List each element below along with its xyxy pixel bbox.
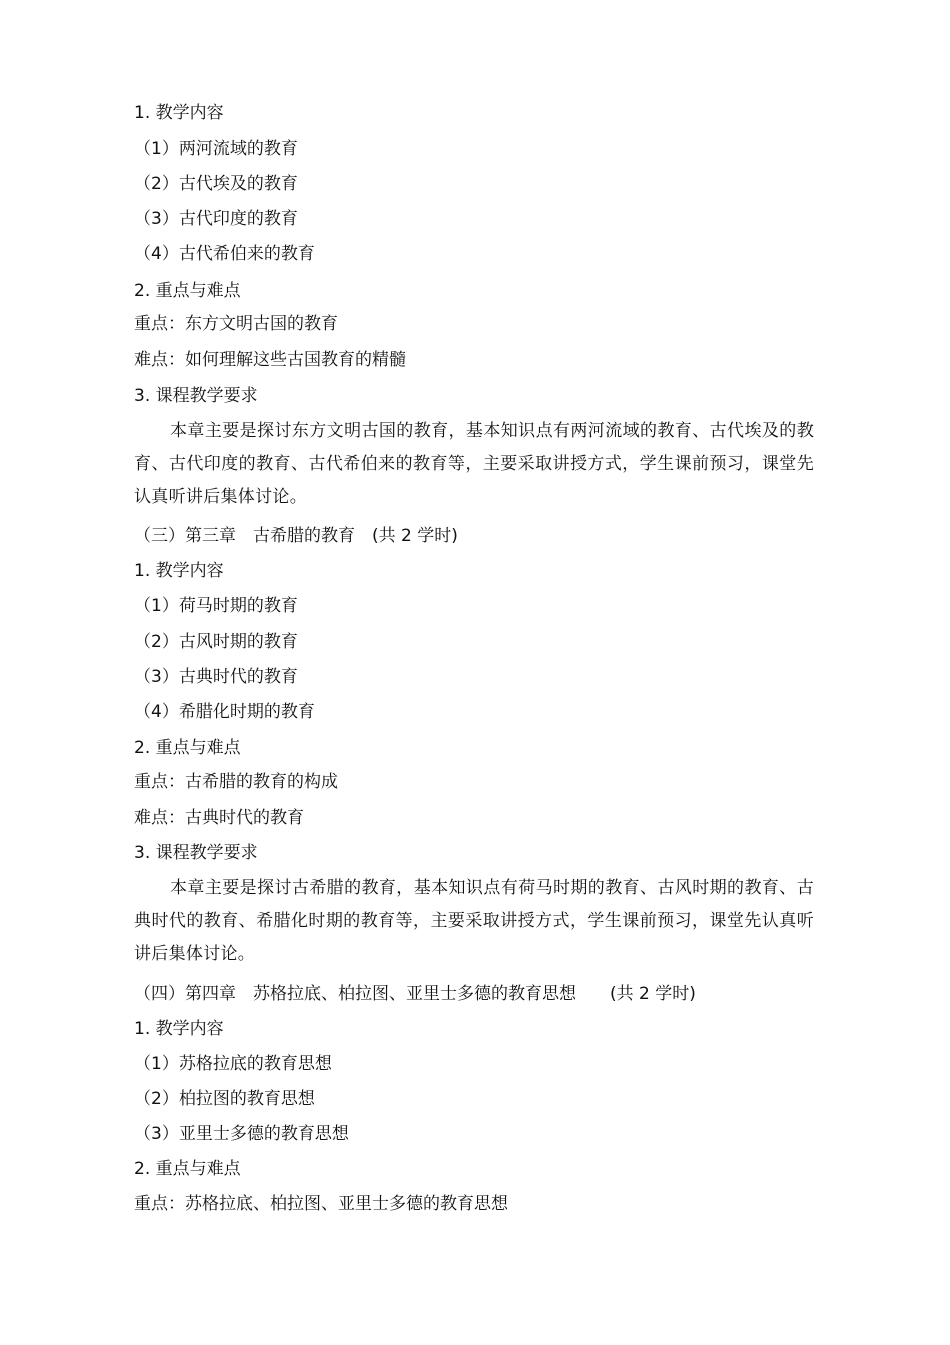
chapter-heading: （四）第四章 苏格拉底、柏拉图、亚里士多德的教育思想 (共 2 学时) [134,984,696,1004]
heading-teaching-content: 1. 教学内容 [134,561,224,581]
requirements-paragraph: 本章主要是探讨东方文明古国的教育，基本知识点有两河流域的教育、古代埃及的教育、古代印度的教育、古代希伯来的教育等，主要采取讲授方式，学生课前预习，课堂先认真听讲后集体讨论。 [134,421,814,507]
heading-teaching-content: 1. 教学内容 [134,1019,224,1039]
chapter-heading: （三）第三章 古希腊的教育 (共 2 学时) [134,526,458,546]
list-item: （2）古代埃及的教育 [134,174,298,194]
list-item: （1）苏格拉底的教育思想 [134,1054,332,1074]
key-point-text: 重点：苏格拉底、柏拉图、亚里士多德的教育思想 [134,1194,508,1214]
list-item: （4）古代希伯来的教育 [134,244,315,264]
difficulty-text: 难点：古典时代的教育 [134,808,304,828]
list-item: （3）亚里士多德的教育思想 [134,1124,349,1144]
list-item: （4）希腊化时期的教育 [134,702,315,722]
heading-key-points: 2. 重点与难点 [134,281,241,301]
heading-teaching-content: 1. 教学内容 [134,103,224,123]
requirements-paragraph: 本章主要是探讨古希腊的教育，基本知识点有荷马时期的教育、古风时期的教育、古典时代的教育、希腊化时期的教育等，主要采取讲授方式，学生课前预习，课堂先认真听讲后集体讨论。 [134,878,814,964]
heading-key-points: 2. 重点与难点 [134,738,241,758]
key-point-text: 重点：东方文明古国的教育 [134,314,338,334]
key-point-text: 重点：古希腊的教育的构成 [134,772,338,792]
list-item: （1）两河流域的教育 [134,139,298,159]
list-item: （2）柏拉图的教育思想 [134,1089,315,1109]
list-item: （1）荷马时期的教育 [134,596,298,616]
heading-key-points: 2. 重点与难点 [134,1159,241,1179]
difficulty-text: 难点：如何理解这些古国教育的精髓 [134,350,406,370]
heading-requirements: 3. 课程教学要求 [134,843,258,863]
list-item: （2）古风时期的教育 [134,632,298,652]
list-item: （3）古代印度的教育 [134,209,298,229]
list-item: （3）古典时代的教育 [134,667,298,687]
heading-requirements: 3. 课程教学要求 [134,386,258,406]
